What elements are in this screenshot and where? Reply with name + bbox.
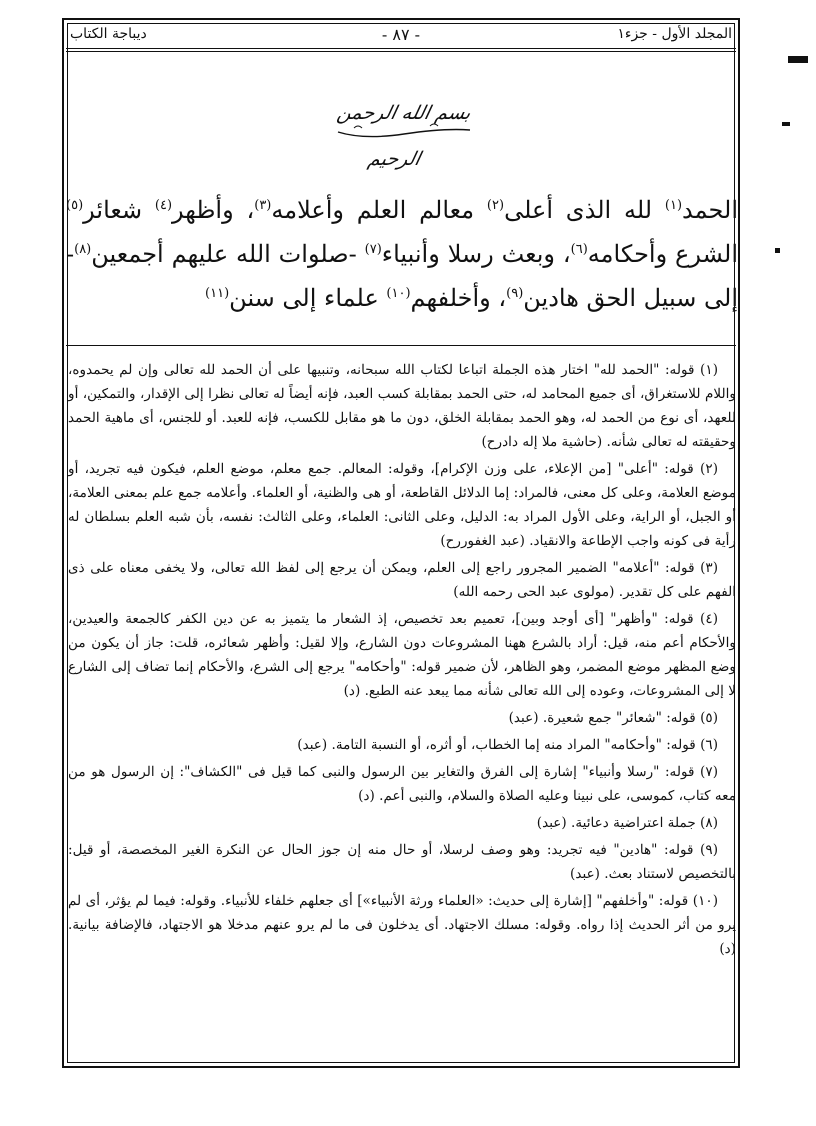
footnote-item: (٧) قوله: "رسلا وأنبياء" إشارة إلى الفرق والتغاير بين الرسول والنبى كما قيل فى "الكشاف": إن الرسول هو من معه كتاب، كموسى، على نبينا وعليه الصلاة والسلام، والنبى أعم. (د)	[68, 764, 736, 804]
volume-label: المجلد الأول - جزء١	[617, 26, 732, 42]
footnote-item: (٥) قوله: "شعائر" جمع شعيرة. (عبد)	[508, 710, 718, 726]
footnote-item: (٢) قوله: "أعلى" [من الإعلاء، على وزن الإكرام]، وقوله: المعالم. جمع معلم، موضع العلم، فيكون فيه تجريد، أو موضع العلامة، وعلى كل معنى، فالمراد: إما الدلائل القاطعة، أو هى والظنية، أو العلماء. وأعلامه جمع علم بمعنى العلامة، أو الجبل، أو الراية، وعلى الأول المراد به: الدليل، وعلى الثانى: العلماء، وعلى الثالث: نفسه، بأن شبه العلم بسلطان له رأية فى كونه واجب الإطاعة والانقياد. (عبد الغفوررح)	[68, 461, 736, 549]
footnotes	[68, 358, 736, 964]
footnote-item: (٤) قوله: "وأظهر" [أى أوجد وبين]، تعميم بعد تخصيص، إذ الشعار ما يتميز به عن دين الكفر كالجمعة والعيدين، والأحكام أعم منه، قيل: أراد بالشرع ههنا المشروعات دون الشارع، وإلا لقيل: وأظهر شعائره، قلت: جاز أن يكون من وضع المظهر موضع المضمر، وهو الظاهر، لأن ضمير قوله: "وأحكامه" يرجع إلى الشرع، والأحكام إنما تضاف إلى الشارع لا إلى المشروعات، وعوده إلى الله تعالى شأنه مما يبعد عنه الطبع. (د)	[68, 611, 736, 699]
basmala-calligraphy: بسم الله الرحمن الرحيم	[335, 102, 473, 170]
footnote-item: (١) قوله: "الحمد لله" اختار هذه الجملة اتباعا لكتاب الله سبحانه، وتنبيها على أن الحمد لله تعالى وإن لم يحمدوه، واللام للاستغراق، أى جميع المحامد له، حتى الحمد بمقابلة كسب العبد، فإنه أيضاً له تعالى نظرا إلى الإقدار، والتمكين، أو للعهد، أى نوع من الحمد له، وهو الحمد بمقابلة الخلق، دون ما هو مقابل للكسب، فإنه للعبد. أو للجنس، أى ماهية الحمد وحقيقته له تعالى شأنه. (حاشية ملا إله دادرح)	[68, 362, 736, 450]
footnote-item: (٩) قوله: "هادين" فيه تجريد: وهو وصف لرسلا، أو حال منه إن جوز الحال عن النكرة الغير المخصصة، أو قيل: بالتخصيص لاستناد بعث. (عبد)	[68, 842, 736, 882]
scan-mark	[775, 248, 780, 253]
main-text	[66, 188, 738, 320]
basmala-flourish-icon	[334, 122, 474, 140]
scan-mark	[782, 122, 790, 126]
header-divider-inner	[66, 51, 736, 52]
page-number: - ٨٧ -	[381, 25, 421, 44]
footnote-divider	[66, 345, 736, 346]
scan-mark	[788, 56, 808, 63]
footnote-item: (٣) قوله: "أعلامه" الضمير المجرور راجع إلى العلم، ويمكن أن يرجع إلى لفظ الله تعالى، ولا يخفى معناه على ذى الفهم على كل تقدير. (مولوى عبد الحى رحمه الله)	[68, 560, 736, 600]
main-text-body: الحمد$^{(١)}$ لله الذى أعلى$^{(٢)}$ معالم العلم وأعلامه$^{(٣)}$، وأظهر$^{(٤)}$ شعائر$^{(٥)}$ الشرع وأحكامه$^{(٦)}$، وبعث رسلا وأنبياء$^{(٧)}$ -صلوات الله عليهم أجمعين$^{(٨)}$- إلى سبيل الحق هادين$^{(٩)}$، وأخلفهم$^{(١٠)}$ علماء إلى سنن$^{(١١)}$	[66, 196, 738, 312]
section-title: ديباجة الكتاب	[70, 26, 147, 42]
footnote-item: (١٠) قوله: "وأخلفهم" [إشارة إلى حديث: «العلماء ورثة الأنبياء»] أى جعلهم خلفاء للأنبياء. وقوله: فيما لم يؤثر، أى لم يرو من أثر الحديث إذا رواه. وقوله: مسلك الاجتهاد. أى يدخلون فى ما لم يرو عنهم مدخلا هو الاجتهاد، فالإضافة بيانية. (د)	[68, 893, 736, 957]
footnote-item: (٨) جملة اعتراضية دعائية. (عبد)	[536, 815, 718, 831]
page-header	[70, 24, 732, 46]
header-divider	[66, 48, 736, 49]
footnote-item: (٦) قوله: "وأحكامه" المراد منه إما الخطاب، أو أثره، أو النسبة التامة. (عبد)	[297, 737, 718, 753]
